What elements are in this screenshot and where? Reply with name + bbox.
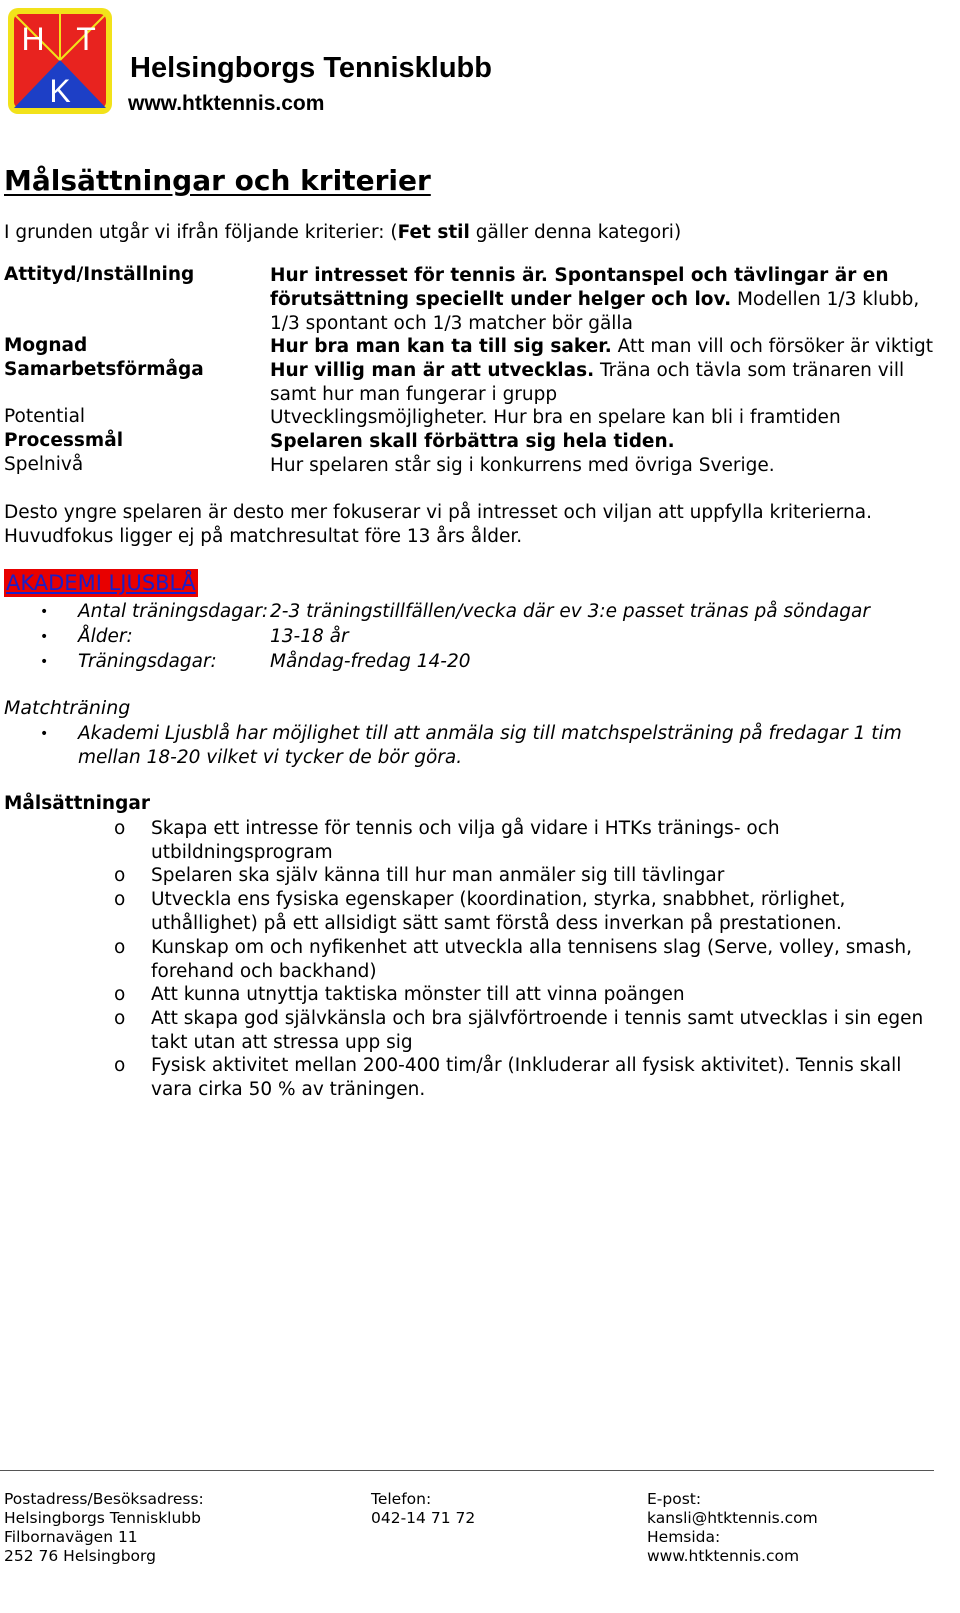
address-label: Postadress/Besöksadress: [4,1490,204,1508]
bullet-icon: • [40,654,49,670]
logo-letter-t: T [76,21,96,57]
matchtraining-title: Matchträning [4,697,131,719]
criteria-desc-rest: Hur spelaren står sig i konkurrens med övriga Sverige. [270,455,775,476]
criteria-desc-bold: Spelaren skall förbättra sig hela tiden. [270,431,675,452]
focus-line-2: Huvudfokus ligger ej på matchresultat före 13 års ålder. [4,526,523,547]
criteria-description [270,264,950,336]
criteria-desc-rest: Att man vill och försöker är viktigt [611,336,934,357]
intro-bold: Fet stil [397,222,470,243]
info-value: 2-3 träningstillfällen/vecka där ev 3:e passet tränas på söndagar [270,601,870,622]
criteria-description [270,454,950,478]
criteria-desc-bold: Hur bra man kan ta till sig saker. [270,336,612,357]
info-key: Ålder: [78,626,133,647]
circle-bullet-icon: o [114,1008,126,1029]
address-city: 252 76 Helsingborg [4,1547,156,1565]
address-street: Filbornavägen 11 [4,1528,138,1546]
goal-text: Att skapa god självkänsla och bra självförtroende i tennis samt utvecklas i sin egen takt utan att stressa upp sig [151,1008,924,1053]
footer-phone [371,1490,475,1528]
org-website[interactable]: www.htktennis.com [128,92,325,115]
focus-paragraph [4,501,954,549]
criteria-label: Spelnivå [4,454,84,475]
goal-text: Kunskap om och nyfikenhet att utveckla alla tennisens slag (Serve, volley, smash, forehand och backhand) [151,937,912,982]
address-name: Helsingborgs Tennisklubb [4,1509,201,1527]
web-label: Hemsida: [647,1528,721,1546]
info-key: Antal träningsdagar: [78,601,269,622]
criteria-desc-bold: Hur villig man är att utvecklas. [270,360,595,381]
logo-letter-k: K [49,73,71,109]
email-link[interactable]: kansli@htktennis.com [647,1509,818,1527]
intro-after: gäller denna kategori) [469,222,682,243]
matchtraining-text: Akademi Ljusblå har möjlighet till att anmäla sig till matchspelsträning på fredagar 1 tim mellan 18-20 vilket vi tycker de bör göra. [78,723,902,768]
bullet-icon: • [40,726,49,742]
intro-text [4,222,681,243]
criteria-label: Potential [4,406,86,427]
footer-contact [647,1490,818,1566]
goal-text: Att kunna utnyttja taktiska mönster till att vinna poängen [151,984,685,1005]
criteria-label: Samarbetsförmåga [4,359,204,380]
footer-address [4,1490,204,1566]
goals-title: Målsättningar [4,793,150,814]
web-link[interactable]: www.htktennis.com [647,1547,800,1565]
circle-bullet-icon: o [114,1055,126,1076]
info-key: Träningsdagar: [78,651,217,672]
criteria-description [270,359,950,407]
org-name: Helsingborgs Tennisklubb [130,52,492,84]
logo-letter-h: H [21,21,45,57]
criteria-description [270,335,950,359]
criteria-label: Attityd/Inställning [4,264,195,285]
circle-bullet-icon: o [114,889,126,910]
circle-bullet-icon: o [114,937,126,958]
criteria-label: Processmål [4,430,124,451]
info-value: Måndag-fredag 14-20 [270,651,471,672]
focus-line-1: Desto yngre spelaren är desto mer fokuserar vi på intresset och viljan att uppfylla kriterierna. [4,502,872,523]
criteria-desc-rest: Modellen 1/3 klubb, 1/3 spontant och 1/3 matcher bör gälla [270,289,920,334]
info-value: 13-18 år [270,626,349,647]
criteria-desc-bold: Hur intresset för tennis är. Spontanspel och tävlingar är en förutsättning speciellt under helger och lov. [270,265,889,310]
criteria-description [270,406,950,430]
phone-number[interactable]: 042-14 71 72 [371,1509,476,1527]
page-title: Målsättningar och kriterier [4,164,431,197]
criteria-desc-rest: Träna och tävla som tränaren vill samt hur man fungerar i grupp [270,360,905,405]
bullet-icon: • [40,629,49,645]
goal-text: Fysisk aktivitet mellan 200-400 tim/år (Inkluderar all fysisk aktivitet). Tennis skall vara cirka 50 % av träningen. [151,1055,902,1100]
criteria-label: Mognad [4,335,88,356]
goal-text: Utveckla ens fysiska egenskaper (koordination, styrka, snabbhet, rörlighet, uthållighet) på ett allsidigt sätt samt förstå dess inverkan på prestationen. [151,889,846,934]
bullet-icon: • [40,604,49,620]
email-label: E-post: [647,1490,702,1508]
footer-divider [0,1470,934,1471]
circle-bullet-icon: o [114,984,126,1005]
goal-text: Skapa ett intresse för tennis och vilja gå vidare i HTKs tränings- och utbildningsprogram [151,818,780,863]
phone-label: Telefon: [371,1490,432,1508]
circle-bullet-icon: o [114,865,126,886]
club-logo [6,6,114,116]
akademi-title: AKADEMI LJUSBLÅ [6,571,196,595]
goal-text: Spelaren ska själv känna till hur man anmäler sig till tävlingar [151,865,725,886]
criteria-desc-rest: Utvecklingsmöjligheter. Hur bra en spelare kan bli i framtiden [270,407,841,428]
circle-bullet-icon: o [114,818,126,839]
intro-before: I grunden utgår vi ifrån följande kriterier: ( [4,222,398,243]
criteria-description [270,430,950,454]
